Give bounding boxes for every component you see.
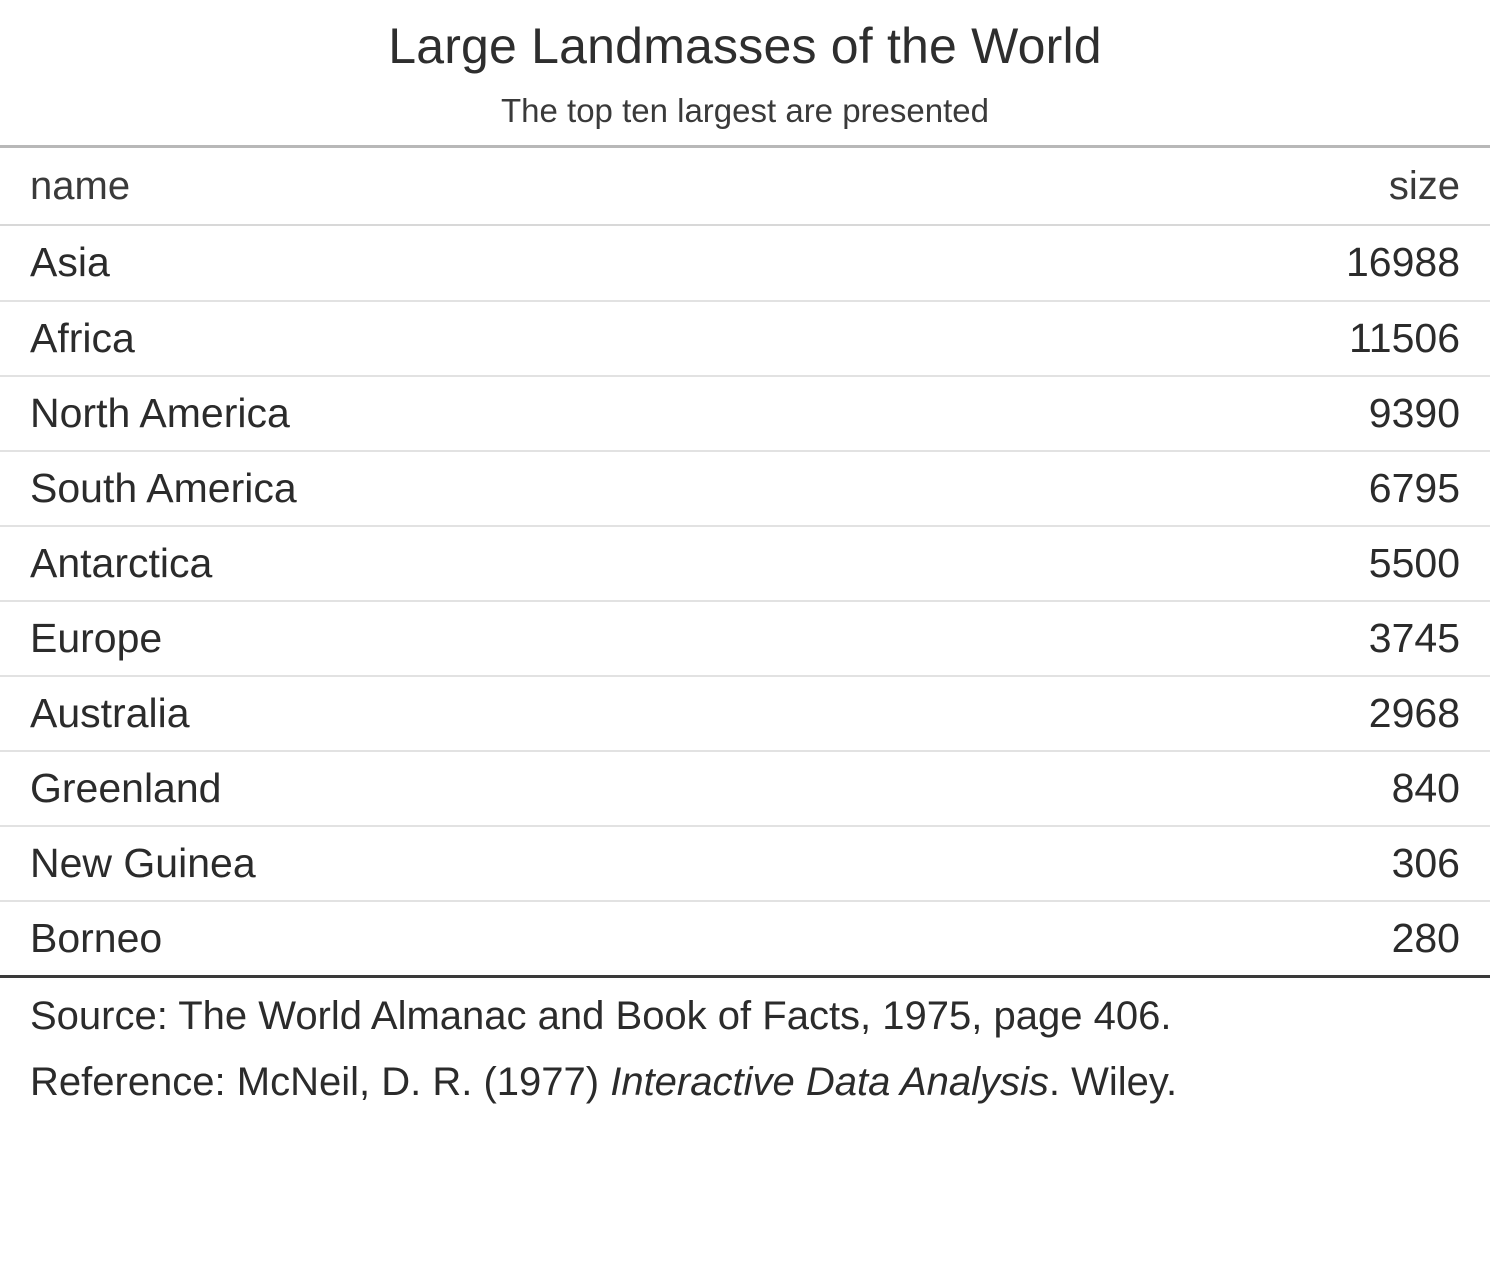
footnote-source-row: [0, 978, 1490, 1042]
cell-size: 306: [1391, 840, 1460, 887]
cell-name: Africa: [30, 314, 135, 361]
cell-name: North America: [30, 389, 290, 436]
footnote-source: Source: The World Almanac and Book of Facts, 1975, page 406.: [30, 994, 1172, 1039]
table-subtitle: The top ten largest are presented: [501, 91, 989, 129]
cell-size: 11506: [1349, 314, 1460, 361]
table-row: [0, 376, 1490, 451]
landmasses-table: [0, 145, 1490, 1114]
table-header: [0, 147, 1490, 226]
table-row: [0, 451, 1490, 526]
table-title: Large Landmasses of the World: [388, 18, 1102, 74]
cell-name: Asia: [30, 239, 110, 286]
footnote-reference: [0, 1042, 1490, 1114]
table-row: [0, 225, 1490, 300]
cell-name: New Guinea: [30, 840, 256, 887]
cell-size: 280: [1391, 915, 1460, 962]
cell-size: 840: [1391, 765, 1460, 812]
column-header-size: size: [1388, 164, 1460, 209]
cell-name: South America: [30, 464, 297, 511]
footnote-reference-title: Interactive Data Analysis: [610, 1060, 1049, 1105]
cell-size: 5500: [1368, 539, 1460, 586]
column-header-name: name: [30, 164, 131, 209]
table-row: [0, 826, 1490, 901]
table-footer: [0, 977, 1490, 1115]
cell-name: Australia: [30, 690, 190, 736]
cell-size: 2968: [1368, 690, 1460, 736]
footnote-reference-row: [0, 1042, 1490, 1114]
table-row: [0, 676, 1490, 751]
cell-size: 6795: [1368, 464, 1460, 511]
footnote-reference-suffix: . Wiley.: [1048, 1060, 1178, 1105]
cell-name: Europe: [30, 614, 163, 661]
cell-size: 3745: [1368, 614, 1460, 661]
footnote-reference-prefix: Reference: McNeil, D. R. (1977): [30, 1060, 611, 1105]
table-header-row: [0, 147, 1490, 226]
table-row: [0, 526, 1490, 601]
cell-name: Greenland: [30, 765, 222, 812]
table-row: [0, 301, 1490, 376]
table-row: [0, 901, 1490, 977]
table-row: [0, 601, 1490, 676]
cell-size: 16988: [1345, 239, 1460, 286]
table-row: [0, 751, 1490, 826]
cell-name: Antarctica: [30, 539, 213, 586]
cell-size: 9390: [1368, 389, 1460, 436]
cell-name: Borneo: [30, 915, 163, 962]
table-body: [0, 225, 1490, 976]
